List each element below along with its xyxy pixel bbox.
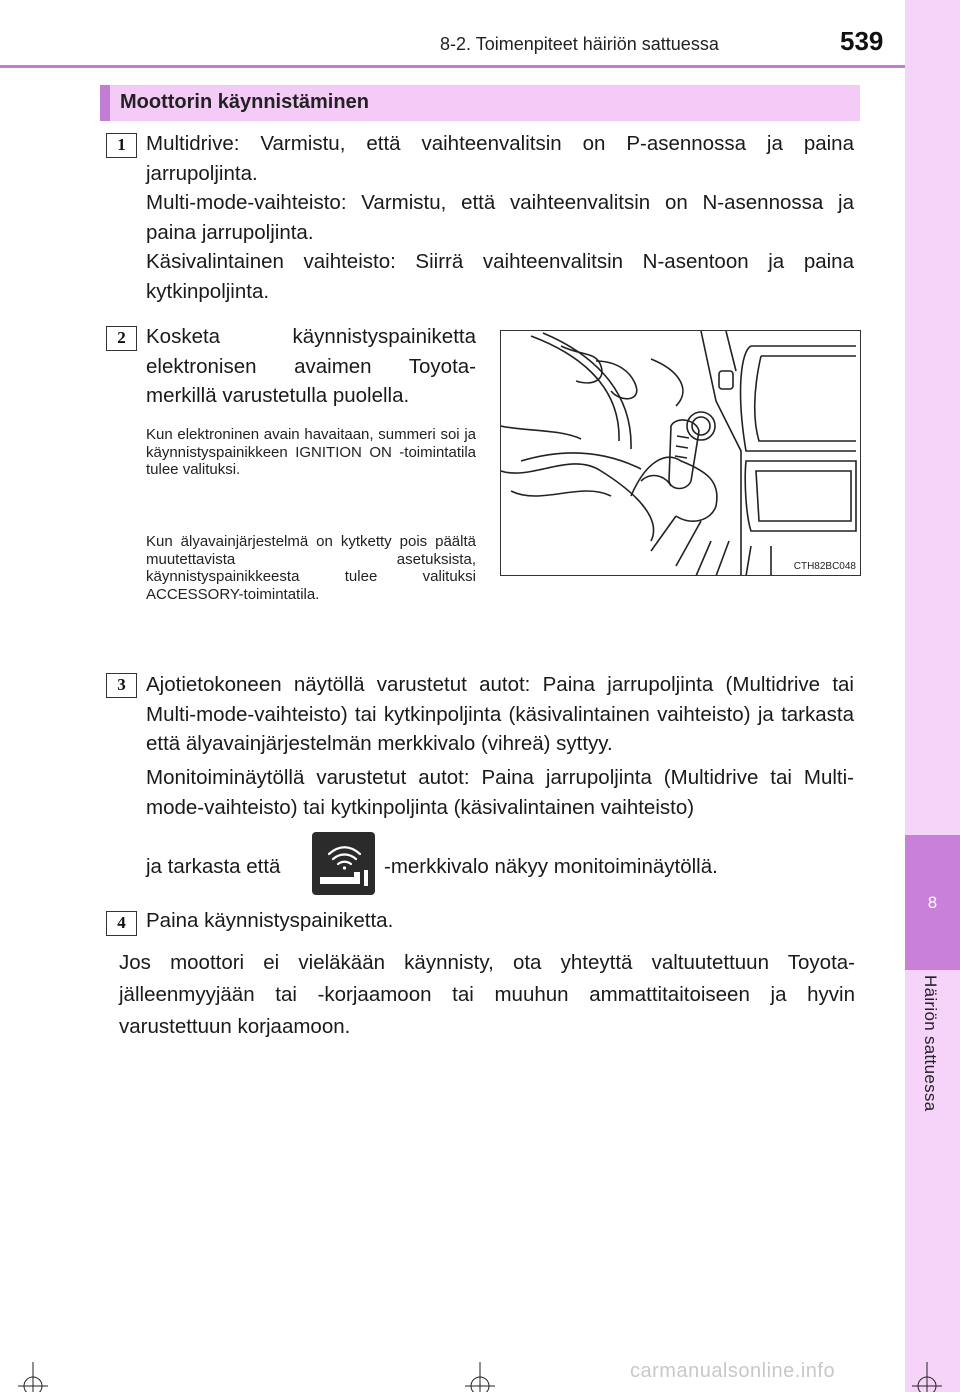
step-3-after-icon: -merkkivalo näkyy monitoiminäytöllä. [384, 855, 718, 878]
step-2-note-2: Kun älyavainjärjestelmä on kytketty pois päältä muutettavista asetuksista, käynnistyspainikkeesta tulee valituksi ACCESSORY-toimintatila. [146, 533, 476, 603]
step-3-paragraph-1: Ajotietokoneen näytöllä varustetut autot: Paina jarrupoljinta (Multidrive tai Multi-mode-vaihteisto) tai kytkinpoljinta (käsivalintainen vaihteisto) ja tarkasta että älyavainjärjestelmän merkkivalo (vihreä) syttyy. [146, 673, 854, 755]
chapter-title: Häiriön sattuessa [921, 975, 940, 1112]
header-divider [0, 65, 905, 68]
crop-mark-left [18, 1362, 48, 1392]
step-number-1: 1 [106, 133, 137, 158]
step-1-line-multidrive: Multidrive: Varmistu, että vaihteenvalitsin on P-asennossa ja paina jarrupoljinta. [146, 132, 854, 185]
running-header: 8-2. Toimenpiteet häiriön sattuessa [440, 34, 719, 54]
closing-paragraph: Jos moottori ei vieläkään käynnisty, ota yhteyttä valtuutettuun Toyota-jälleenmyyjään tai -korjaamoon tai muuhun ammattitaitoiseen ja hyvin varustettuun korjaamoon. [119, 951, 855, 1038]
start-button-illustration [500, 330, 861, 576]
illustration-drawing [501, 331, 861, 576]
step-2-text: Kosketa käynnistyspainiketta elektronisen avaimen Toyota-merkillä varustetulla puolella. [146, 325, 476, 407]
chapter-tab [905, 0, 960, 1392]
step-number-3: 3 [106, 673, 137, 698]
step-1-line-manual: Käsivalintainen vaihteisto: Siirrä vaihteenvalitsin N-asentoon ja paina kytkinpoljinta. [146, 250, 854, 303]
step-3-paragraph-2: Monitoiminäytöllä varustetut autot: Paina jarrupoljinta (Multidrive tai Multi-mode-vaihteisto) tai kytkinpoljinta (käsivalintainen vaihteisto) [146, 766, 854, 819]
smart-key-indicator-icon [312, 832, 375, 895]
chapter-number: 8 [927, 893, 938, 912]
step-3-before-icon: ja tarkasta että [146, 855, 281, 878]
crop-mark-right [912, 1362, 942, 1392]
crop-mark-center [465, 1362, 495, 1392]
page-number: 539 [840, 26, 884, 56]
step-4-text: Paina käynnistyspainiketta. [146, 909, 394, 932]
step-1-text [146, 129, 854, 306]
step-2-note-1: Kun elektroninen avain havaitaan, summeri soi ja käynnistyspainikkeen IGNITION ON -toimintatila tulee valituksi. [146, 426, 476, 478]
step-1-line-multimode: Multi-mode-vaihteisto: Varmistu, että vaihteenvalitsin on N-asennossa ja paina jarrupoljinta. [146, 191, 854, 244]
step-number-4: 4 [106, 911, 137, 936]
step-number-2: 2 [106, 326, 137, 351]
section-title: Moottorin käynnistäminen [120, 91, 369, 113]
illustration-code: CTH82BC048 [793, 561, 856, 572]
watermark: carmanualsonline.info [630, 1360, 836, 1382]
section-heading [100, 85, 860, 121]
